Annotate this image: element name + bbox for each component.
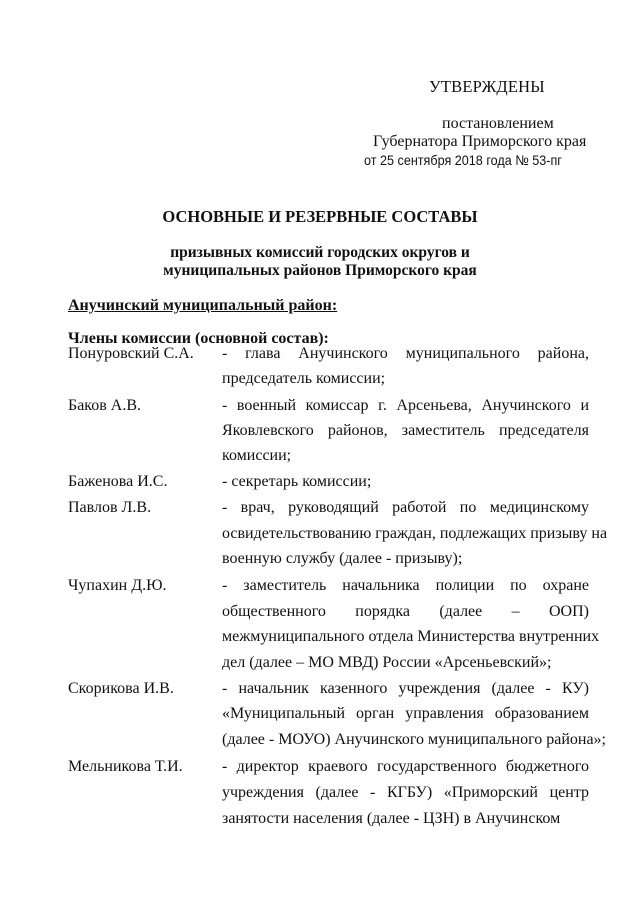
member-role-line: общественного порядка (далее – ООП) — [222, 603, 589, 620]
member-role-line: (далее - МОУО) Анучинского муниципального района»; — [222, 731, 606, 748]
member-role-line: учреждения (далее - КГБУ) «Приморский центр — [222, 784, 589, 801]
approval-stamp: УТВЕРЖДЕНЫ — [429, 77, 545, 96]
member-role-line: военную службу (далее - призыву); — [222, 550, 463, 567]
member-role-line: занятости населения (далее - ЦЗН) в Анучинском — [222, 810, 561, 827]
member-role-line: - врач, руководящий работой по медицинскому — [222, 499, 589, 516]
member-role-line: «Муниципальный орган управления образованием — [222, 705, 589, 722]
decree-date-number: от 25 сентября 2018 года № 53-пг — [364, 152, 562, 168]
member-name: Павлов Л.В. — [68, 499, 152, 516]
members-heading: Члены комиссии (основной состав): — [68, 330, 329, 347]
member-role-line: - секретарь комиссии; — [222, 473, 372, 490]
member-role-line: - заместитель начальника полиции по охране — [222, 577, 589, 594]
member-role-line: - начальник казенного учреждения (далее - КУ) — [222, 680, 589, 697]
member-name: Мельникова Т.И. — [68, 758, 183, 775]
member-role-line: Яковлевского районов, заместитель председателя — [222, 422, 589, 439]
member-name: Баженова И.С. — [68, 473, 168, 490]
member-name: Понуровский С.А. — [68, 345, 194, 362]
document-subtitle-line-2: муниципальных районов Приморского края — [163, 262, 477, 279]
member-role-line: - военный комиссар г. Арсеньева, Анучинского и — [222, 397, 589, 414]
member-name: Чупахин Д.Ю. — [68, 577, 167, 594]
member-name: Скорикова И.В. — [68, 680, 174, 697]
member-role-line: - директор краевого государственного бюджетного — [222, 758, 589, 775]
member-role-line: освидетельствованию граждан, подлежащих призыву на — [222, 525, 608, 542]
member-role-line: председатель комиссии; — [222, 370, 386, 387]
member-role-line: дел (далее – МО МВД) России «Арсеньевский»; — [222, 654, 552, 671]
member-role-line: комиссии; — [222, 447, 292, 464]
document-title: ОСНОВНЫЕ И РЕЗЕРВНЫЕ СОСТАВЫ — [162, 207, 478, 226]
decree-line-1: постановлением — [442, 115, 554, 132]
member-name: Баков А.В. — [68, 397, 142, 414]
member-role-line: - глава Анучинского муниципального района, — [222, 345, 589, 362]
district-heading: Анучинский муниципальный район: — [68, 297, 338, 314]
decree-line-2: Губернатора Приморского края — [373, 133, 587, 150]
document-subtitle-line-1: призывных комиссий городских округов и — [170, 244, 470, 261]
member-role-line: межмуниципального отдела Министерства внутренних — [222, 628, 600, 645]
